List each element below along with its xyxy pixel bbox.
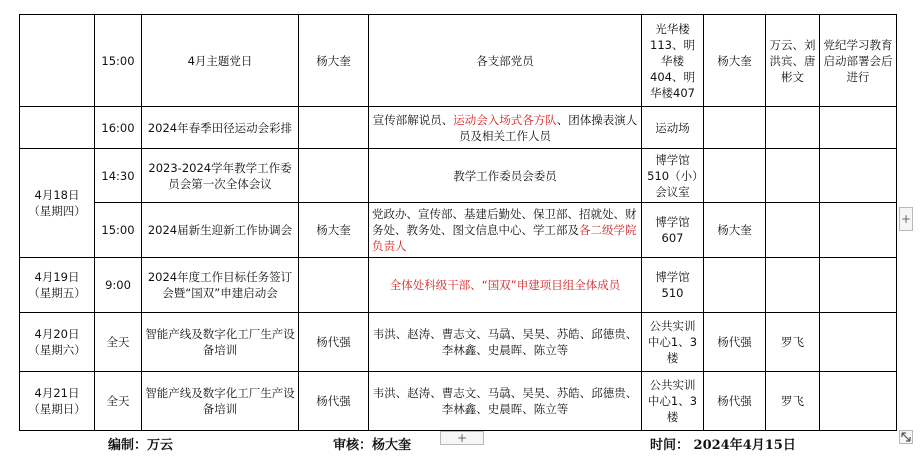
participants-cell: 教学工作委员会委员: [369, 149, 642, 203]
date-text: 4月21日: [34, 386, 80, 400]
note-cell: 党纪学习教育启动部署会后进行: [820, 15, 897, 107]
time-cell: 14:30: [95, 149, 142, 203]
participants-text: 党政办、宣传部、基建后勤处、保卫部、招就处、财务处、教务处、图文信息中心、学工部及: [372, 207, 637, 237]
leader-cell: 杨大奎: [299, 15, 369, 107]
note-cell: [820, 258, 897, 313]
date-text: 4月20日: [34, 327, 80, 341]
resize-handle-icon[interactable]: [899, 430, 913, 444]
staff-cell: [766, 203, 820, 258]
staff-cell: [766, 107, 820, 149]
reviewer-label: 审核：杨大奎: [333, 438, 412, 453]
add-column-button[interactable]: [899, 207, 913, 231]
staff-cell: 罗飞: [766, 313, 820, 372]
event-cell: 2024年春季田径运动会彩排: [142, 107, 299, 149]
time-cell: 9:00: [95, 258, 142, 313]
participants-text: 、团体操表演人员及相关工作人员: [459, 112, 638, 143]
date-text: 4月18日: [34, 188, 80, 202]
table-row: [20, 372, 897, 431]
location-cell: 公共实训中心1、3楼: [642, 372, 704, 431]
leader-cell: [299, 107, 369, 149]
time-cell: 全天: [95, 313, 142, 372]
leader-cell: 杨代强: [299, 313, 369, 372]
note-cell: [820, 149, 897, 203]
weekday-text: （星期五）: [28, 286, 86, 300]
leader-cell: [299, 149, 369, 203]
leader-cell: [299, 258, 369, 313]
staff-cell: 罗飞: [766, 372, 820, 431]
table-row: [20, 313, 897, 372]
date-cell: [20, 372, 95, 431]
participants-highlight: 运动会入场式各方队: [453, 112, 557, 127]
participants-cell: 全体处科级干部、“国双”申建项目组全体成员: [369, 258, 642, 313]
event-cell: 2024年度工作目标任务签订会暨“国双”申建启动会: [142, 258, 299, 313]
note-cell: [820, 313, 897, 372]
date-text: 4月19日: [34, 270, 80, 284]
table-row: [20, 258, 897, 313]
time-cell: 15:00: [95, 15, 142, 107]
note-cell: [820, 372, 897, 431]
time-cell: 16:00: [95, 107, 142, 149]
participants-cell: 韦洪、赵涛、曹志文、马骉、吴昊、苏皓、邱德贵、李林鑫、史晨晖、陈立等: [369, 313, 642, 372]
event-cell: 4月主题党日: [142, 15, 299, 107]
table-row: [20, 107, 897, 149]
leader-cell: 杨代强: [299, 372, 369, 431]
weekday-text: （星期日）: [28, 402, 86, 416]
date-cell: [20, 107, 95, 149]
note-cell: [820, 203, 897, 258]
staff-cell: 万云、刘洪宾、唐彬文: [766, 15, 820, 107]
participants-cell: [369, 107, 642, 149]
contact-cell: [704, 107, 766, 149]
location-cell: 博学馆510: [642, 258, 704, 313]
table-row: [20, 203, 897, 258]
weekday-text: （星期六）: [28, 343, 86, 357]
event-cell: 2024届新生迎新工作协调会: [142, 203, 299, 258]
date-cell: [20, 15, 95, 107]
contact-cell: 杨大奎: [704, 15, 766, 107]
contact-cell: 杨大奎: [704, 203, 766, 258]
date-cell: [20, 313, 95, 372]
editor-label: 编制：万云: [108, 438, 174, 453]
date-label: 时间： 2024年4月15日: [650, 438, 796, 453]
contact-cell: [704, 149, 766, 203]
add-row-button[interactable]: [440, 431, 484, 445]
schedule-table: [19, 14, 897, 431]
participants-cell: [369, 203, 642, 258]
leader-cell: 杨大奎: [299, 203, 369, 258]
event-cell: 智能产线及数字化工厂生产设备培训: [142, 372, 299, 431]
contact-cell: 杨代强: [704, 313, 766, 372]
table-row: [20, 15, 897, 107]
participants-cell: 各支部党员: [369, 15, 642, 107]
date-cell: [20, 258, 95, 313]
participants-text: 宣传部解说员、: [372, 112, 454, 127]
participants-highlight: 各二级学院负责人: [372, 223, 637, 253]
time-cell: 全天: [95, 372, 142, 431]
table-row: [20, 149, 897, 203]
location-cell: 博学馆607: [642, 203, 704, 258]
contact-cell: [704, 258, 766, 313]
contact-cell: 杨代强: [704, 372, 766, 431]
location-cell: 运动场: [642, 107, 704, 149]
location-cell: 博学馆510（小）会议室: [642, 149, 704, 203]
staff-cell: [766, 149, 820, 203]
location-cell: 公共实训中心1、3楼: [642, 313, 704, 372]
event-cell: 智能产线及数字化工厂生产设备培训: [142, 313, 299, 372]
event-cell: 2023-2024学年教学工作委员会第一次全体会议: [142, 149, 299, 203]
staff-cell: [766, 258, 820, 313]
time-cell: 15:00: [95, 203, 142, 258]
weekday-text: （星期四）: [28, 204, 86, 218]
note-cell: [820, 107, 897, 149]
plus-icon: +: [900, 212, 912, 226]
participants-cell: 韦洪、赵涛、曹志文、马骉、吴昊、苏皓、邱德贵、李林鑫、史晨晖、陈立等: [369, 372, 642, 431]
date-cell: [20, 149, 95, 258]
plus-icon: +: [456, 431, 468, 445]
location-cell: 光华楼113、明华楼404、明华楼407: [642, 15, 704, 107]
